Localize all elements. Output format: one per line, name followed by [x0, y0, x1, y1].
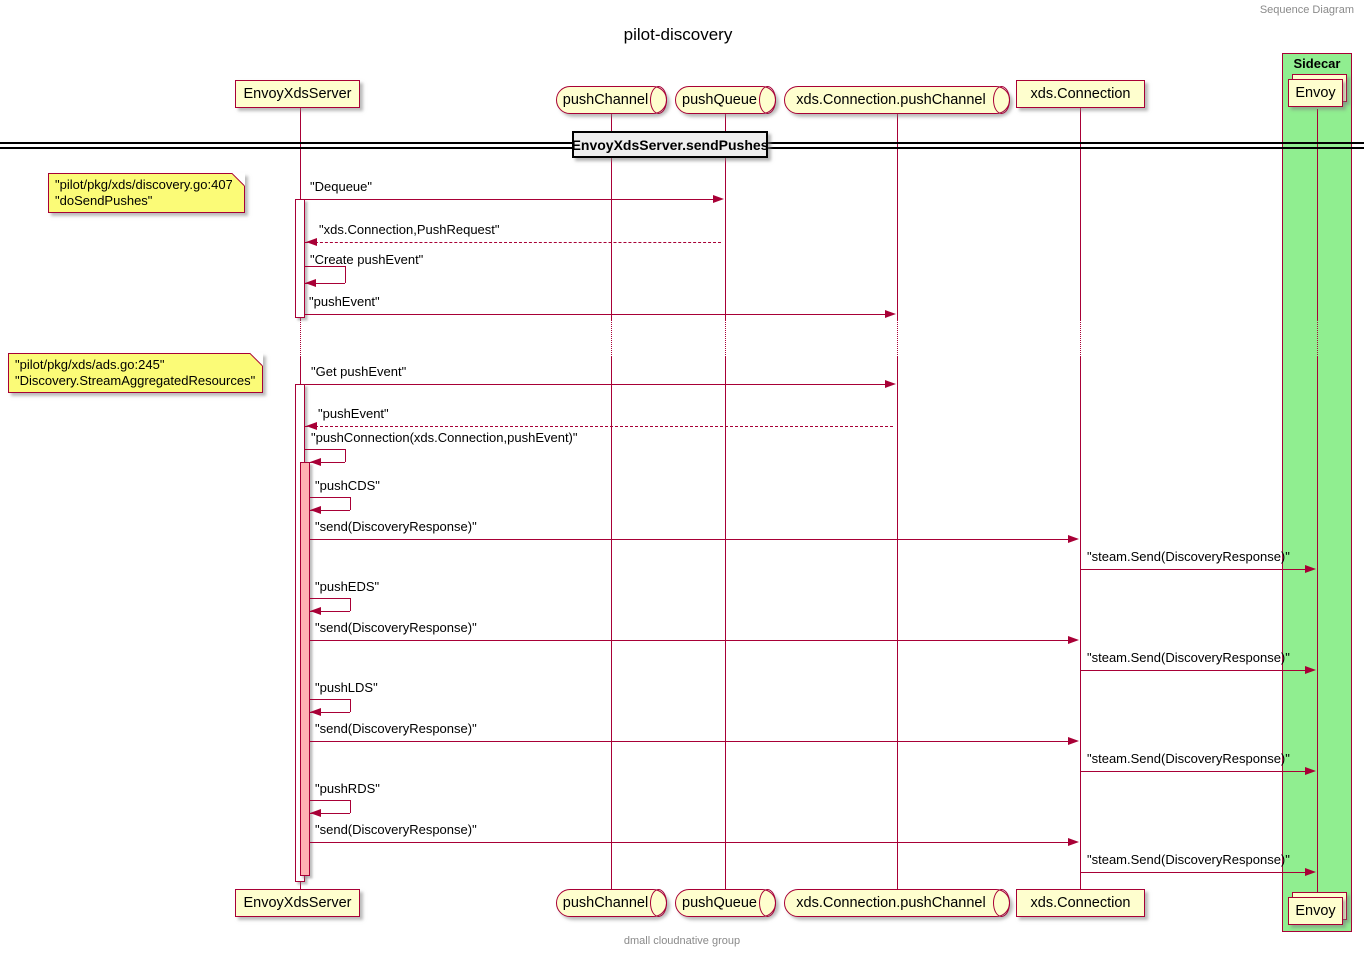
- participant-label: xds.Connection.pushChannel: [796, 92, 986, 108]
- queue-end-ellipse: [993, 86, 1010, 114]
- message-dequeue-label: "Dequeue": [310, 179, 372, 194]
- arrowhead-right: [1068, 838, 1079, 846]
- lifeline-pushqueue: [725, 357, 726, 889]
- arrowhead-right: [1305, 666, 1316, 674]
- participant-label: EnvoyXdsServer: [243, 895, 352, 911]
- message-steam-send-discoveryresponse: [1080, 569, 1313, 570]
- participant-envoyxdsserver-bottom: [235, 889, 360, 917]
- participant-pushchannel-bottom: [556, 889, 667, 917]
- message-get-pushevent: [305, 384, 893, 385]
- participant-pushqueue-top: [675, 86, 776, 114]
- message-pushevent-label: "pushEvent": [309, 294, 380, 309]
- message-send-discoveryresponse: [310, 539, 1076, 540]
- lifeline-pushchannel: [611, 320, 612, 357]
- participant-pushqueue-bottom: [675, 889, 776, 917]
- activation-bar-3: [300, 462, 310, 876]
- lifeline-xds-connection: [1080, 320, 1081, 357]
- lifeline-xds-connection-pushchannel: [897, 320, 898, 357]
- queue-end-ellipse: [650, 86, 667, 114]
- participant-label: pushQueue: [682, 895, 757, 911]
- message-send-discoveryresponse-label: "send(DiscoveryResponse)": [315, 721, 477, 736]
- message-create-pushevent-label: "Create pushEvent": [310, 252, 424, 267]
- lifeline-xds-connection: [1080, 108, 1081, 320]
- participant-envoy-top: [1288, 79, 1343, 107]
- lifeline-pushqueue: [725, 320, 726, 357]
- message-pushevent: [305, 314, 893, 315]
- lifeline-envoy: [1317, 109, 1318, 320]
- document-type-header: Sequence Diagram: [1259, 4, 1354, 16]
- arrowhead-left: [306, 422, 317, 430]
- message-create-pushevent-v: [345, 266, 346, 283]
- message-steam-send-discoveryresponse-label: "steam.Send(DiscoveryResponse)": [1087, 751, 1290, 766]
- queue-end-ellipse: [759, 86, 776, 114]
- arrowhead-right: [885, 380, 896, 388]
- sidecar-group-title: Sidecar: [1293, 56, 1341, 71]
- message-pushlds: [310, 699, 350, 700]
- queue-end-ellipse: [993, 889, 1010, 917]
- lifeline-envoyxdsserver: [300, 320, 301, 357]
- note-line: "pilot/pkg/xds/ads.go:245": [15, 357, 165, 372]
- message-send-discoveryresponse: [310, 842, 1076, 843]
- arrowhead-right: [1305, 868, 1316, 876]
- message-pusheds-label: "pushEDS": [315, 579, 380, 594]
- arrowhead-right: [713, 195, 724, 203]
- queue-end-ellipse: [650, 889, 667, 917]
- message-pushrds: [310, 800, 350, 801]
- participant-label: pushChannel: [562, 895, 649, 911]
- message-pushcds-v: [350, 497, 351, 510]
- message-steam-send-discoveryresponse: [1080, 670, 1313, 671]
- participant-envoyxdsserver-top: [235, 80, 360, 108]
- participant-envoy-bottom: [1288, 897, 1343, 925]
- arrowhead-left: [310, 708, 321, 716]
- message-pushevent: [305, 426, 893, 427]
- message-send-discoveryresponse: [310, 640, 1076, 641]
- footer-caption: dmall cloudnative group: [623, 935, 741, 947]
- arrowhead-left: [305, 279, 316, 287]
- participant-xds-connection-bottom: [1016, 889, 1145, 917]
- message-steam-send-discoveryresponse-label: "steam.Send(DiscoveryResponse)": [1087, 852, 1290, 867]
- arrowhead-left: [310, 506, 321, 514]
- lifeline-pushchannel: [611, 357, 612, 889]
- message-send-discoveryresponse-label: "send(DiscoveryResponse)": [315, 822, 477, 837]
- message-steam-send-discoveryresponse-label: "steam.Send(DiscoveryResponse)": [1087, 650, 1290, 665]
- lifeline-xds-connection: [1080, 357, 1081, 889]
- note-2: [8, 353, 263, 393]
- message-pushevent-label: "pushEvent": [318, 406, 389, 421]
- message-pushconnection-xds-connection-pushevent-v: [345, 449, 346, 462]
- lifeline-envoy: [1317, 357, 1318, 893]
- message-xds-connection-pushrequest-label: "xds.Connection,PushRequest": [319, 222, 500, 237]
- participant-xds-connection-top: [1016, 80, 1145, 108]
- message-pusheds-v: [350, 598, 351, 611]
- lifeline-envoy: [1317, 320, 1318, 357]
- participant-label: Envoy: [1295, 903, 1336, 919]
- diagram-title: pilot-discovery: [623, 25, 733, 44]
- lifeline-xds-connection-pushchannel: [897, 114, 898, 320]
- arrowhead-left: [306, 238, 317, 246]
- participant-xds-connection-pushchannel-bottom: [784, 889, 1010, 917]
- arrowhead-right: [1305, 565, 1316, 573]
- message-pusheds: [310, 598, 350, 599]
- message-send-discoveryresponse-label: "send(DiscoveryResponse)": [315, 519, 477, 534]
- arrowhead-left: [310, 809, 321, 817]
- arrowhead-right: [885, 310, 896, 318]
- participant-label: pushChannel: [562, 92, 649, 108]
- message-send-discoveryresponse-label: "send(DiscoveryResponse)": [315, 620, 477, 635]
- arrowhead-right: [1068, 737, 1079, 745]
- participant-pushchannel-top: [556, 86, 667, 114]
- arrowhead-right: [1068, 636, 1079, 644]
- note-line: "Discovery.StreamAggregatedResources": [15, 373, 256, 388]
- participant-label: EnvoyXdsServer: [243, 86, 352, 102]
- arrowhead-right: [1068, 535, 1079, 543]
- participant-label: xds.Connection: [1030, 895, 1131, 911]
- message-steam-send-discoveryresponse: [1080, 872, 1313, 873]
- activation-bar-1: [295, 199, 305, 318]
- message-steam-send-discoveryresponse-label: "steam.Send(DiscoveryResponse)": [1087, 549, 1290, 564]
- message-pushrds-label: "pushRDS": [315, 781, 380, 796]
- message-pushrds-v: [350, 800, 351, 813]
- message-steam-send-discoveryresponse: [1080, 771, 1313, 772]
- message-pushlds-label: "pushLDS": [315, 680, 378, 695]
- participant-xds-connection-pushchannel-top: [784, 86, 1010, 114]
- queue-end-ellipse: [759, 889, 776, 917]
- message-send-discoveryresponse: [310, 741, 1076, 742]
- arrowhead-left: [310, 458, 321, 466]
- note-line: "pilot/pkg/xds/discovery.go:407": [55, 177, 238, 192]
- arrowhead-right: [1305, 767, 1316, 775]
- note-line: "doSendPushes": [55, 193, 153, 208]
- message-xds-connection-pushrequest: [305, 242, 721, 243]
- note-1: [48, 173, 245, 213]
- lifeline-xds-connection-pushchannel: [897, 357, 898, 889]
- participant-label: Envoy: [1295, 85, 1336, 101]
- participant-label: xds.Connection.pushChannel: [796, 895, 986, 911]
- arrowhead-left: [310, 607, 321, 615]
- participant-label: xds.Connection: [1030, 86, 1131, 102]
- message-dequeue: [305, 199, 721, 200]
- message-pushconnection-xds-connection-pushevent: [305, 449, 345, 450]
- message-pushcds: [310, 497, 350, 498]
- participant-label: pushQueue: [682, 92, 757, 108]
- message-pushlds-v: [350, 699, 351, 712]
- message-pushconnection-xds-connection-pushevent-label: "pushConnection(xds.Connection,pushEvent)": [311, 430, 578, 445]
- divider-label: EnvoyXdsServer.sendPushes: [572, 131, 768, 158]
- message-pushcds-label: "pushCDS": [315, 478, 380, 493]
- message-get-pushevent-label: "Get pushEvent": [311, 364, 407, 379]
